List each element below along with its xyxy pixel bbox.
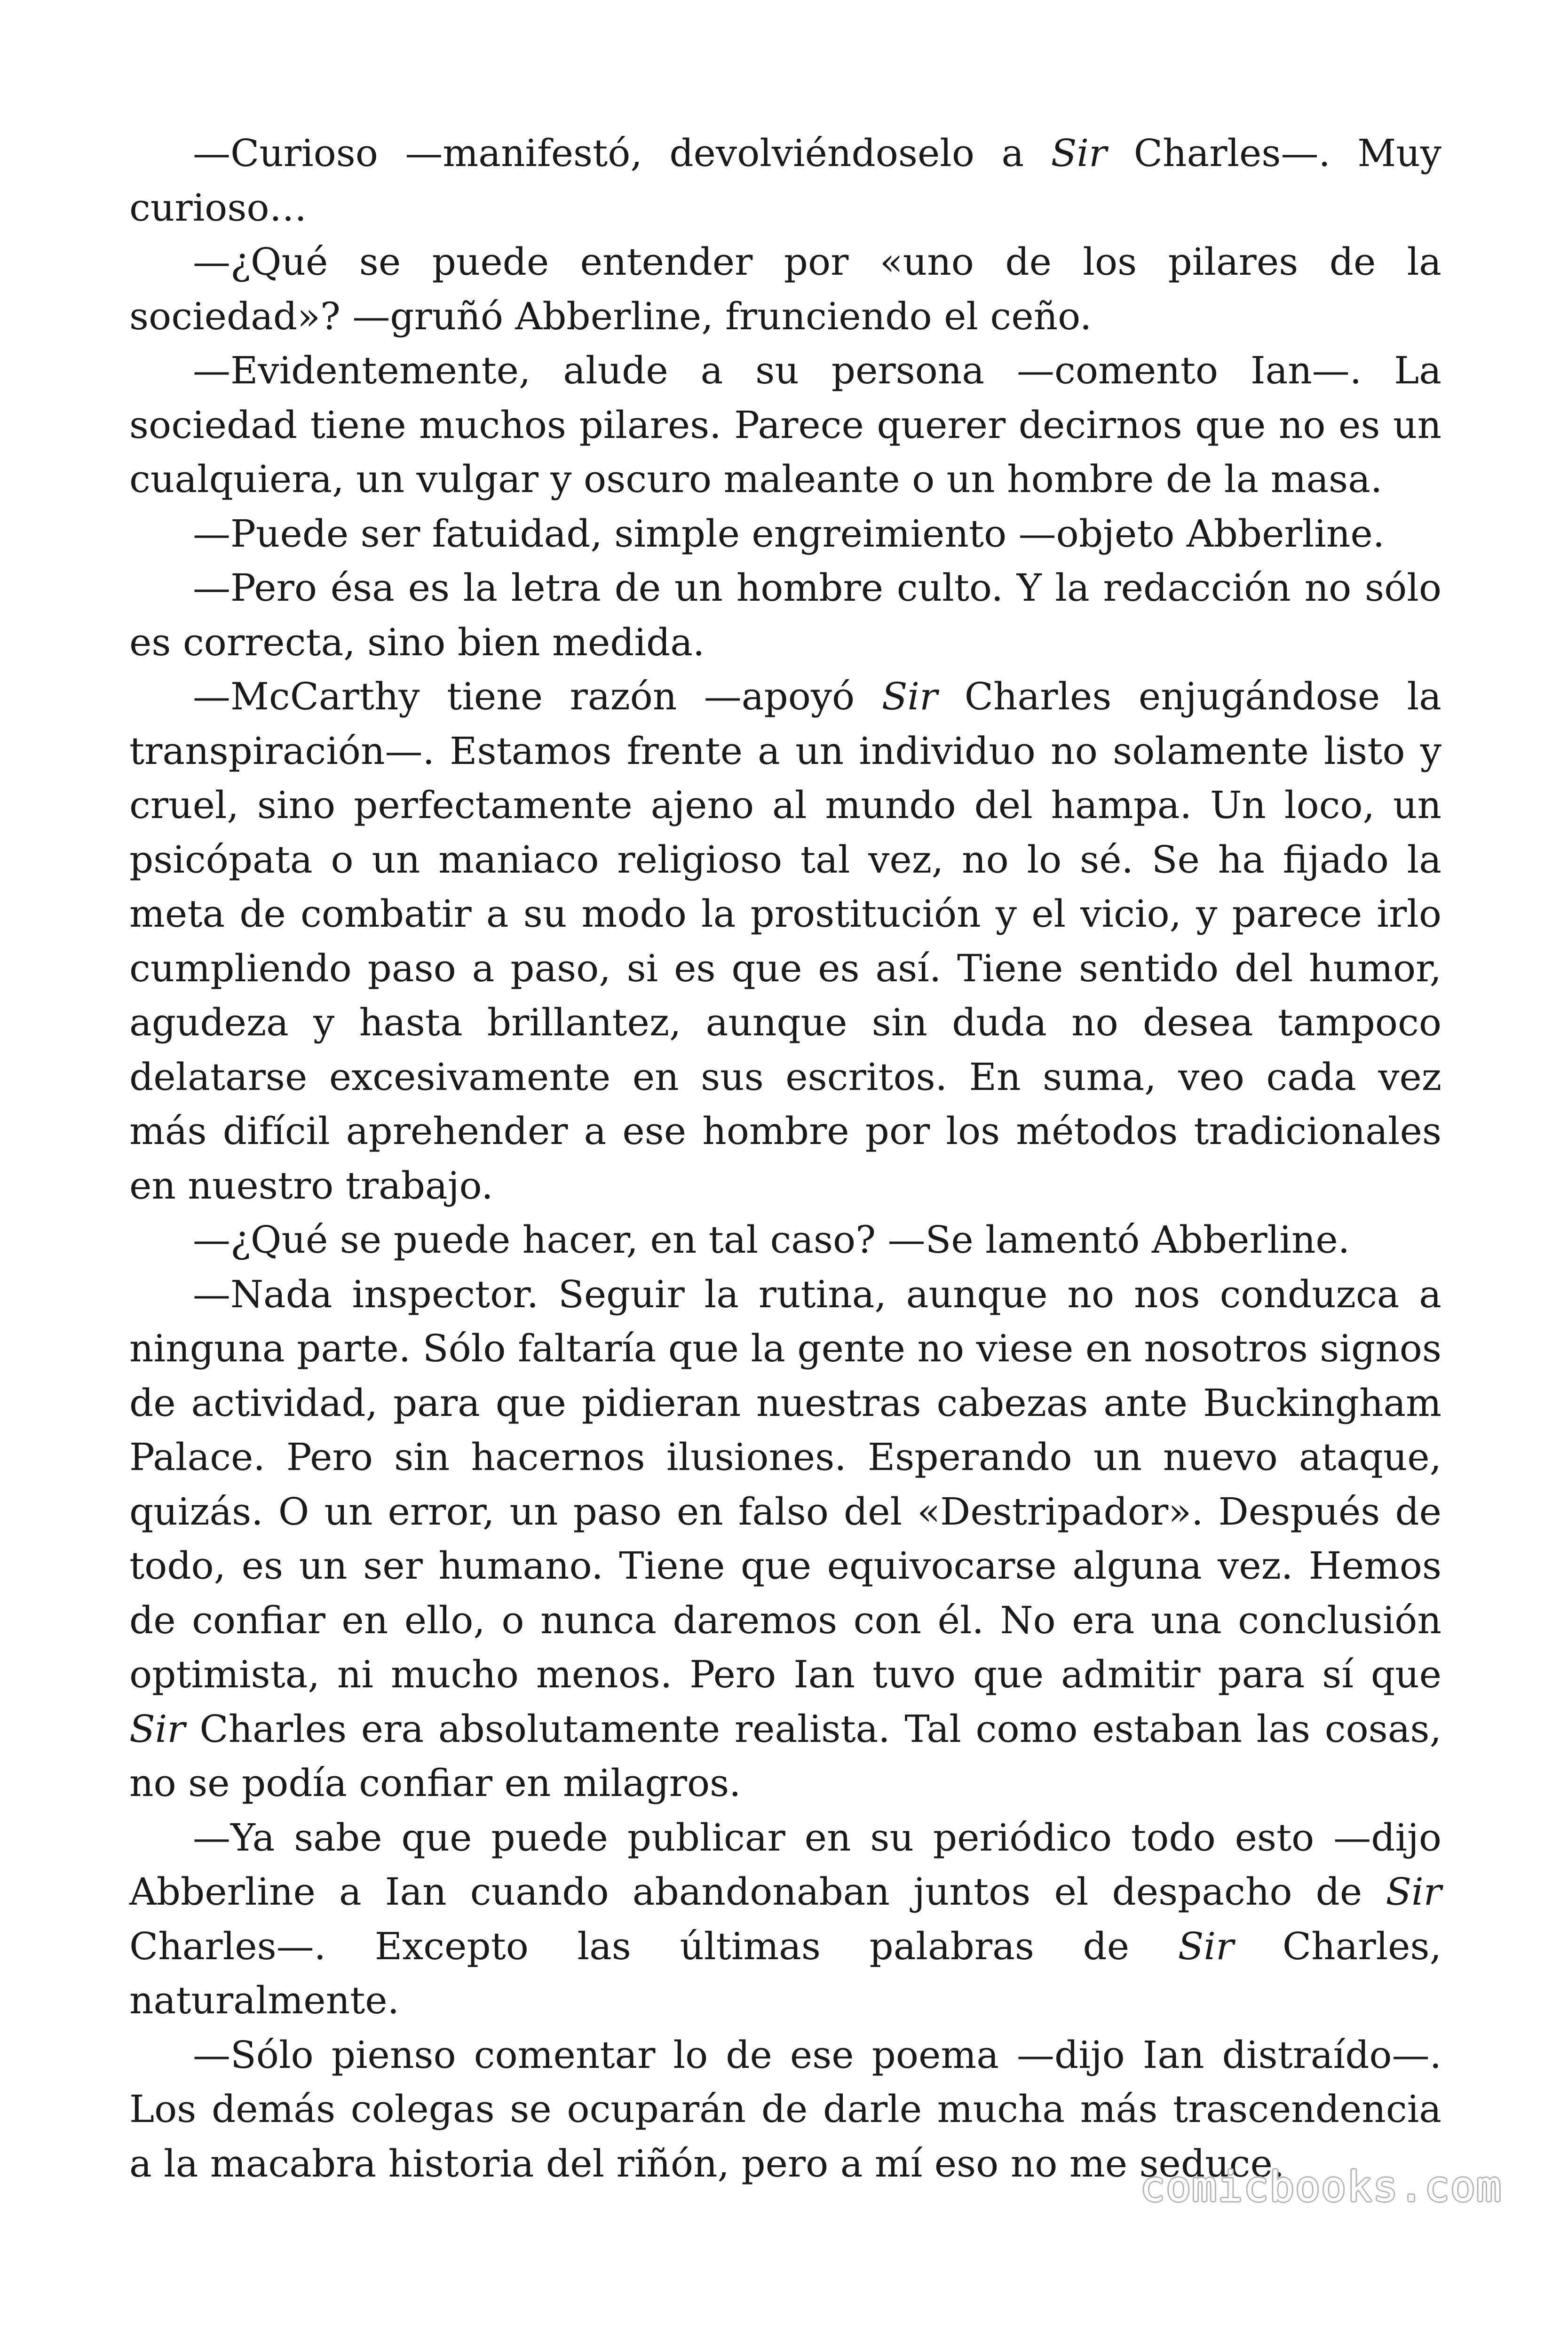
paragraph: [129, 1213, 1441, 1267]
text-run: —¿Qué se puede hacer, en tal caso? —Se lamentó Abberline.: [193, 1218, 1350, 1262]
italic-text: Sir: [129, 1707, 185, 1751]
text-run: —¿Qué se puede entender por «uno de los pilares de la sociedad»? —gruñó Abberline, frunciendo el ceño.: [129, 240, 1441, 338]
paragraph: [129, 1811, 1441, 2028]
text-run: —Ya sabe que puede publicar en su periódico todo esto —dijo Abberline a Ian cuando abandonaban juntos el despacho de: [129, 1815, 1441, 1914]
text-run: Charles—. Muy curioso…: [129, 131, 1441, 230]
italic-text: Sir: [881, 675, 938, 718]
paragraph: [129, 126, 1441, 235]
paragraph: [129, 1267, 1441, 1811]
paragraph: [129, 669, 1441, 1213]
paragraph: [129, 343, 1441, 507]
watermark-logo: comicbooks.com: [1140, 2162, 1502, 2211]
text-run: Charles era absolutamente realista. Tal como estaban las cosas, no se podía confiar en milagros.: [129, 1707, 1441, 1805]
text-run: —Evidentemente, alude a su persona —comento Ian—. La sociedad tiene muchos pilares. Parece querer decirnos que no es un cualquiera, un vulgar y oscuro maleante o un hombre de la masa.: [129, 349, 1441, 501]
paragraph: [129, 235, 1441, 343]
text-run: —Curioso —manifestó, devolviéndoselo a: [193, 131, 1051, 175]
paragraph: [129, 507, 1441, 561]
paragraph: [129, 561, 1441, 669]
text-run: Charles, naturalmente.: [129, 1924, 1442, 2022]
text-run: Charles—. Excepto las últimas palabras de: [129, 1924, 1178, 1968]
text-run: —Sólo pienso comentar lo de ese poema —dijo Ian distraído—. Los demás colegas se ocuparán de darle mucha más trascendencia a la macabra historia del riñón, pero a mí eso no me seduce.: [129, 2033, 1441, 2185]
text-run: —Puede ser fatuidad, simple engreimiento —objeto Abberline.: [193, 511, 1385, 556]
italic-text: Sir: [1051, 131, 1107, 175]
text-run: —McCarthy tiene razón —apoyó: [193, 675, 882, 718]
italic-text: Sir: [1178, 1924, 1234, 1968]
book-page-text: [129, 126, 1441, 2191]
text-run: —Nada inspector. Seguir la rutina, aunque no nos conduzca a ninguna parte. Sólo faltaría que la gente no viese en nosotros signos de actividad, para que pidieran nuestras cabezas ante Buckingham Palace. Pero sin hacernos ilusiones. Esperando un nuevo ataque, quizás. O un error, un paso en falso del «Destripador». Después de todo, es un ser humano. Tiene que equivocarse alguna vez. Hemos de confiar en ello, o nunca daremos con él. No era una conclusión optimista, ni mucho menos. Pero Ian tuvo que admitir para sí que: [129, 1272, 1441, 1696]
italic-text: Sir: [1386, 1870, 1441, 1914]
text-run: —Pero ésa es la letra de un hombre culto. Y la redacción no sólo es correcta, sino bien medida.: [129, 566, 1441, 664]
text-run: Charles enjugándose la transpiración—. Estamos frente a un individuo no solamente listo y cruel, sino perfectamente ajeno al mundo del hampa. Un loco, un psicópata o un maniaco religioso tal vez, no lo sé. Se ha fijado la meta de combatir a su modo la prostitución y el vicio, y parece irlo cumpliendo paso a paso, si es que es así. Tiene sentido del humor, agudeza y hasta brillantez, aunque sin duda no desea tampoco delatarse excesivamente en sus escritos. En suma, veo cada vez más difícil aprehender a ese hombre por los métodos tradicionales en nuestro trabajo.: [129, 675, 1442, 1208]
